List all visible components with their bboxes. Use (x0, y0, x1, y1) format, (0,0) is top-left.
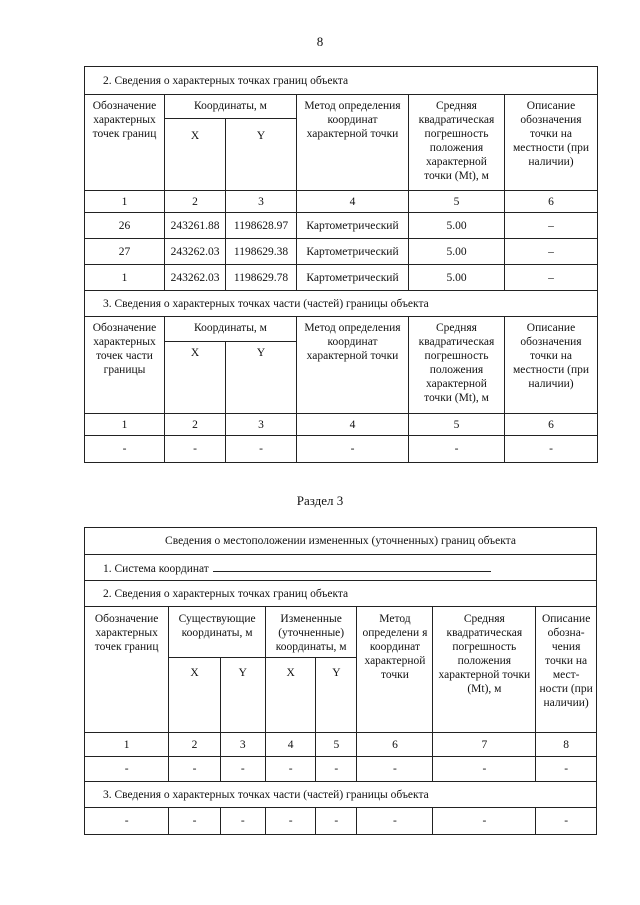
error: 5.00 (409, 239, 505, 265)
method: Картометрический (297, 213, 409, 239)
section-3-title: 3. Сведения о характерных точках части (частей) границы объекта (85, 782, 597, 808)
coord-y: 1198629.38 (226, 239, 297, 265)
empty-cell: - (220, 757, 265, 782)
table-row (85, 239, 598, 265)
column-number: 4 (297, 414, 409, 436)
coord-x: 243262.03 (165, 265, 226, 291)
point-id: 27 (85, 239, 165, 265)
table-row (85, 213, 598, 239)
empty-cell: - (85, 757, 169, 782)
empty-cell: - (433, 757, 536, 782)
empty-cell: - (265, 757, 315, 782)
empty-cell: - (85, 808, 169, 835)
column-number: 1 (85, 733, 169, 757)
column-number: 1 (85, 191, 165, 213)
changed-boundaries-table (84, 527, 597, 835)
header-y: Y (220, 658, 265, 733)
coord-y: 1198629.78 (226, 265, 297, 291)
empty-cell: - (536, 808, 597, 835)
header-existing-coordinates: Существующие координаты, м (169, 607, 266, 658)
column-number: 3 (226, 191, 297, 213)
column-number: 2 (169, 733, 220, 757)
header-description: Описание обозначения точки на местности (при наличии) (505, 317, 598, 414)
header-x: X (265, 658, 315, 733)
description: – (505, 239, 598, 265)
column-number: 5 (409, 414, 505, 436)
header-error: Средняя квадратическая погрешность положения характерной точки (Mt), м (409, 317, 505, 414)
column-number: 5 (316, 733, 357, 757)
section-3-title: 3. Сведения о характерных точках части (частей) границы объекта (85, 291, 598, 317)
page-number: 8 (316, 34, 324, 49)
header-error: Средняя квадратическая погрешность положения характерной точки (Mt), м (433, 607, 536, 733)
error: 5.00 (409, 213, 505, 239)
empty-cell: - (316, 808, 357, 835)
section-2-title: 2. Сведения о характерных точках границ объекта (85, 67, 598, 95)
column-number: 2 (165, 414, 226, 436)
column-number: 6 (505, 414, 598, 436)
header-method: Метод определени я координат характерной точки (357, 607, 433, 733)
empty-cell: - (505, 436, 598, 463)
empty-cell: - (297, 436, 409, 463)
column-number: 5 (409, 191, 505, 213)
header-coordinates: Координаты, м (165, 95, 297, 119)
column-number: 1 (85, 414, 165, 436)
empty-cell: - (433, 808, 536, 835)
header-description: Описание обозначения точки на местности (при наличии) (505, 95, 598, 191)
empty-cell: - (357, 757, 433, 782)
empty-cell: - (536, 757, 597, 782)
empty-cell: - (226, 436, 297, 463)
point-id: 26 (85, 213, 165, 239)
header-x: X (165, 119, 226, 191)
characteristic-points-table (84, 66, 598, 463)
header-designation: Обозначение характерных точек границ (85, 607, 169, 733)
column-number: 8 (536, 733, 597, 757)
empty-cell: - (165, 436, 226, 463)
section-2-title: 2. Сведения о характерных точках границ объекта (85, 581, 597, 607)
coord-y: 1198628.97 (226, 213, 297, 239)
empty-cell: - (316, 757, 357, 782)
table-main-title: Сведения о местоположении измененных (уточненных) границ объекта (85, 528, 597, 555)
header-method: Метод определения координат характерной точки (297, 317, 409, 414)
empty-cell: - (85, 436, 165, 463)
column-number: 6 (357, 733, 433, 757)
header-error: Средняя квадратическая погрешность положения характерной точки (Mt), м (409, 95, 505, 191)
header-description: Описание обозна- чения точки на мест- ности (при наличии) (536, 607, 597, 733)
header-changed-coordinates: Измененные (уточненные) координаты, м (265, 607, 356, 658)
section-heading: Раздел 3 (296, 493, 344, 508)
empty-cell: - (169, 808, 220, 835)
column-number: 3 (220, 733, 265, 757)
header-y: Y (316, 658, 357, 733)
column-number: 2 (165, 191, 226, 213)
header-method: Метод определения координат характерной точки (297, 95, 409, 191)
column-number: 6 (505, 191, 598, 213)
header-x: X (169, 658, 220, 733)
header-x: X (165, 342, 226, 414)
header-coordinates: Координаты, м (165, 317, 297, 342)
column-number: 4 (265, 733, 315, 757)
header-y: Y (226, 119, 297, 191)
coord-x: 243261.88 (165, 213, 226, 239)
header-designation: Обозначение характерных точек границ (85, 95, 165, 191)
empty-cell: - (265, 808, 315, 835)
table-row (85, 436, 598, 463)
description: – (505, 213, 598, 239)
error: 5.00 (409, 265, 505, 291)
method: Картометрический (297, 239, 409, 265)
table-row (85, 757, 597, 782)
empty-cell: - (220, 808, 265, 835)
column-number: 7 (433, 733, 536, 757)
coordinate-system-blank (213, 560, 491, 572)
header-designation-part: Обозначение характерных точек части границы (85, 317, 165, 414)
coordinate-system (85, 555, 597, 581)
coordinate-system-label: 1. Система координат (103, 562, 209, 575)
description: – (505, 265, 598, 291)
coord-x: 243262.03 (165, 239, 226, 265)
column-number: 4 (297, 191, 409, 213)
method: Картометрический (297, 265, 409, 291)
empty-cell: - (409, 436, 505, 463)
empty-cell: - (169, 757, 220, 782)
empty-cell: - (357, 808, 433, 835)
table-row (85, 265, 598, 291)
column-number: 3 (226, 414, 297, 436)
table-row (85, 808, 597, 835)
header-y: Y (226, 342, 297, 414)
point-id: 1 (85, 265, 165, 291)
